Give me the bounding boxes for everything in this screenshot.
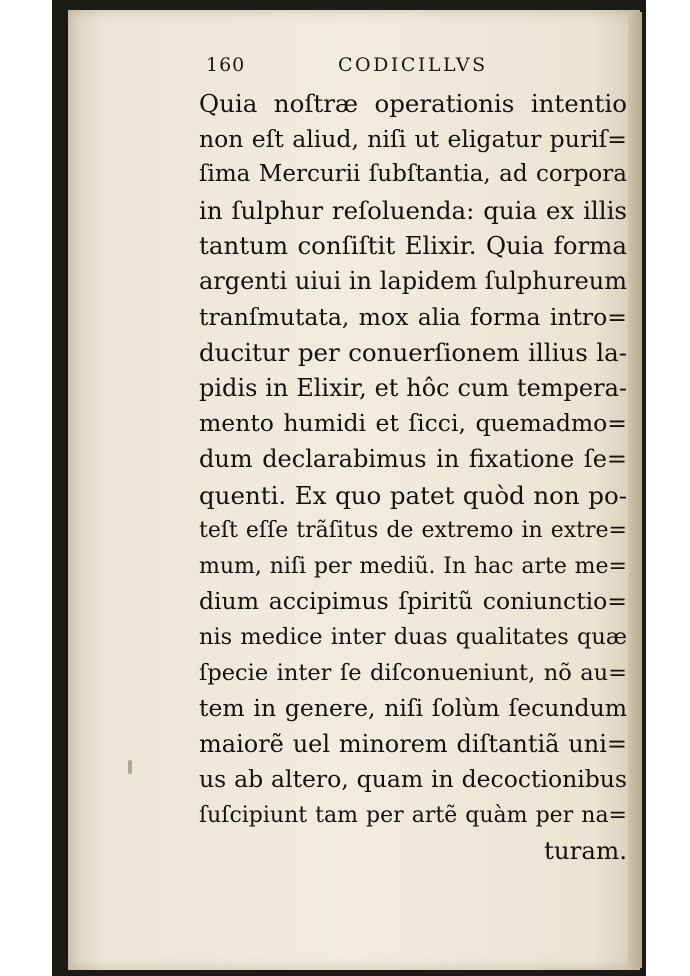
page-header [206, 54, 626, 80]
text-line: ſuſcipiunt tam per artẽ quàm per na= [199, 802, 627, 828]
text-line: ducitur per conuerſionem illius la- [199, 338, 627, 368]
running-head: CODICILLVS [338, 54, 488, 76]
text-line: tem in genere, niſi ſolùm ſecundum [199, 694, 627, 723]
page-number: 160 [206, 54, 246, 76]
text-line: pidis in Elixir, et hôc cum tempera- [199, 373, 627, 402]
text-line: teſt eſſe trãſitus de extremo in extre= [199, 518, 627, 544]
text-line: mum, niſi per mediũ. In hac arte me= [199, 553, 627, 579]
text-line: non eſt aliud, niſi ut eligatur puriſ= [199, 124, 627, 153]
text-line: nis medice inter duas qualitates quæ [199, 623, 627, 650]
text-line: Quia noſtræ operationis intentio [199, 89, 627, 118]
text-line: argenti uiui in lapidem ſulphureum [199, 266, 627, 295]
text-line: tranſmutata, mox alia forma intro= [199, 302, 627, 331]
text-line: tantum conſiſtit Elixir. Quia forma [199, 231, 627, 261]
text-line: in ſulphur reſoluenda: quia ex illis [199, 195, 627, 225]
text-line: quenti. Ex quo patet quòd non po- [199, 480, 627, 510]
text-line: maiorẽ uel minorem diſtantiã uni= [199, 729, 627, 758]
text-line: ſima Mercurii ſubſtantia, ad corpora [199, 161, 627, 188]
text-line: dum declarabimus in fixatione ſe= [199, 444, 627, 473]
text-line: dium accipimus ſpiritũ coniunctio= [199, 587, 627, 616]
body-text [199, 86, 627, 869]
page-edge [628, 12, 642, 968]
ink-smudge [128, 760, 132, 774]
text-line: turam. [544, 836, 627, 866]
text-line: ſpecie inter ſe diſconueniunt, nõ au= [199, 659, 627, 686]
text-line: mento humidi et ſicci, quemadmo= [199, 409, 627, 438]
text-line: us ab altero, quam in decoctionibus [199, 765, 627, 794]
